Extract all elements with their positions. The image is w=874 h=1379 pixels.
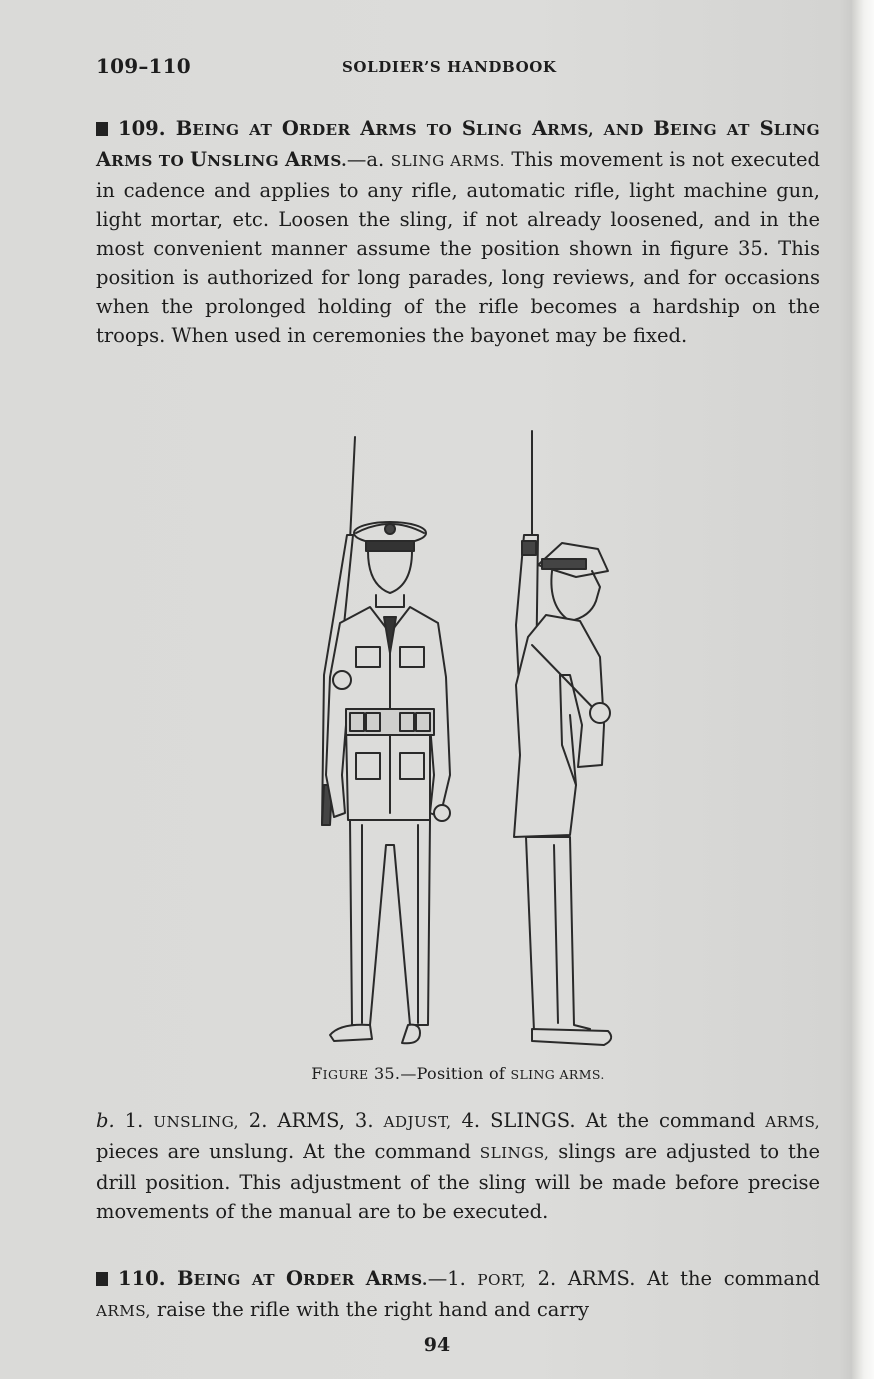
page-number: 94 [423,1334,451,1356]
section-number: 110. [118,1267,166,1290]
page-range: 109–110 [96,54,191,78]
running-head: SOLDIER’S HANDBOOK [342,58,557,76]
page-header [96,54,576,84]
command-arms: ARMS. [567,1267,636,1290]
command-port: PORT, [477,1271,527,1289]
side-soldier-figure [514,431,611,1045]
section-heading: BEING AT ORDER ARMS. [177,1267,428,1290]
paragraph-109b: b. 1. UNSLING, 2. ARMS, 3. ADJUST, 4. SLINGS. At the command ARMS, pieces are unslung. At the command SLINGS, slings are adjusted to the drill position. This adjustment of the sling will be made before precise movements of the manual are to be executed. [96,1109,820,1223]
section-marker-icon [96,1272,108,1286]
command-adjust: ADJUST, [383,1113,452,1131]
soldiers-sling-arms-illustration [270,425,630,1055]
paragraph-109-text: This movement is not executed in cadence and applies to any rifle, automatic rifle, light machine gun, light mortar, etc. Loosen the sling, if not already loosened, and in the most convenient manner assume the position shown in figure 35. This position is authorized for long parades, long reviews, and for occasions when the prolonged holding of the rifle becomes a hardship on the troops. When used in ceremonies the bayonet may be fixed. [96,148,820,347]
page-edge [852,0,874,1379]
paragraph-109 [96,114,820,350]
figure-35 [270,425,630,1055]
command-sling-arms: SLING ARMS. [390,152,505,170]
command-arms: ARMS, [277,1109,345,1132]
command-unsling: UNSLING, [153,1113,239,1131]
section-marker-icon [96,122,108,136]
front-soldier-figure [322,437,450,1043]
paragraph-110: 110. BEING AT ORDER ARMS.—1. PORT, 2. ARMS. At the command ARMS, raise the rifle with the right hand and carry [96,1267,820,1321]
figure-caption: FIGURE 35.—Position of SLING ARMS. [311,1064,605,1083]
section-number: 109. [118,117,166,140]
section-heading: BEING AT ORDER ARMS TO SLING ARMS, AND BEING AT SLING ARMS TO UNSLING ARMS. [96,117,820,171]
subsection-letter-b: b. [96,1109,115,1132]
subsection-letter: —a. [346,148,385,171]
command-slings: SLINGS. [490,1109,576,1132]
